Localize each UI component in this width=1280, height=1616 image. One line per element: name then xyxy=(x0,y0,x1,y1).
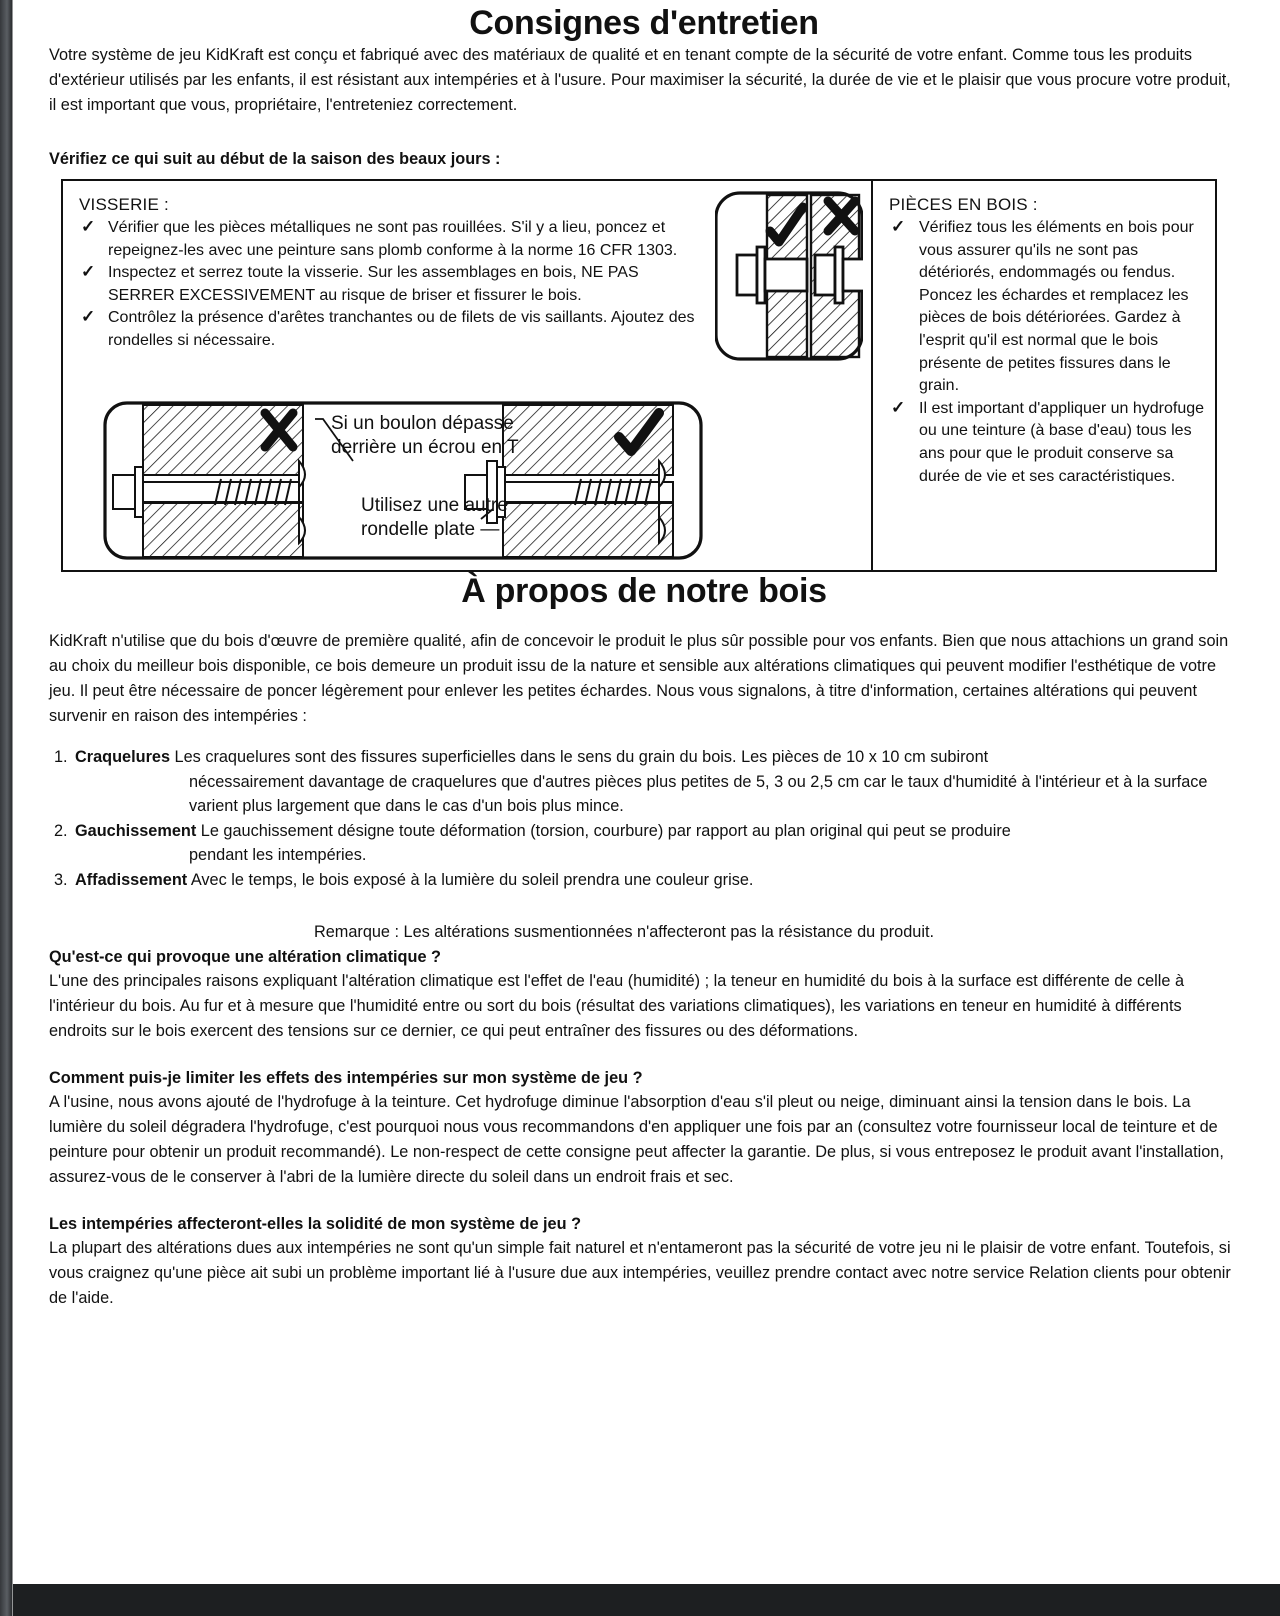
faq-question: Qu'est-ce qui provoque une altération climatique ? xyxy=(49,947,441,966)
faq-answer: L'une des principales raisons expliquant l'altération climatique est l'effet de l'eau (humidité) ; la teneur en humidité du bois à la surface est différente de celle à l'intérieur du bois. Au fur et à mesure que l'humidité entre ou sort du bois (résultat des variations climatiques), les variations en teneur en humidité à différents endroits sur le bois exercent des tensions sur ce dernier, ce qui peut entraîner des fissures ou des déformations. xyxy=(49,971,1185,1040)
list-item xyxy=(49,745,1239,819)
alteration-first-line: Avec le temps, le bois exposé à la lumière du soleil prendra une couleur grise. xyxy=(187,870,754,889)
faq-item xyxy=(49,1066,1239,1190)
document-sheet xyxy=(13,4,1276,1584)
wood-parts-column xyxy=(873,181,1215,570)
alteration-term: Gauchissement xyxy=(75,821,197,840)
bolt-tnut-figure-icon xyxy=(715,187,863,362)
callout-washer-line1: Utilisez une autre xyxy=(361,495,508,516)
check-icon: ✓ xyxy=(81,217,96,236)
alteration-rest: nécessairement davantage de craquelures que d'autres pièces plus petites de 5, 3 ou 2,5 cm car le taux d'humidité à l'intérieur et à la surface varient plus largement que dans le cas d'un bois plus mince. xyxy=(189,772,1208,815)
faq-question: Comment puis-je limiter les effets des intempéries sur mon système de jeu ? xyxy=(49,1068,643,1087)
check-icon: ✓ xyxy=(81,307,96,326)
check-icon: ✓ xyxy=(891,397,906,417)
callout-bolt-line1: Si un boulon dépasse xyxy=(331,413,514,434)
wood-intro-paragraph: KidKraft n'utilise que du bois d'œuvre de première qualité, afin de concevoir le produit le plus sûr possible pour vos enfants. Bien que nous attachions un grand soin au choix du meilleur bois disponible, ce bois demeure un produit issu de la nature et sensible aux altérations climatiques qui peuvent modifier l'esthétique de votre jeu. Il peut être nécessaire de poncer légèrement pour enlever les petites échardes. Nous vous signalons, à titre d'information, certaines altérations qui peuvent survenir en raison des intempéries : xyxy=(49,632,1229,725)
alteration-term: Affadissement xyxy=(75,870,188,889)
check-icon: ✓ xyxy=(81,262,96,281)
checklist-box xyxy=(61,179,1217,572)
faq-item xyxy=(49,945,1239,1044)
bolt-washer-comparison-figure-icon xyxy=(103,399,703,562)
faq-answer: A l'usine, nous avons ajouté de l'hydrofuge à la teinture. Cet hydrofuge diminue l'absorption d'eau s'il pleut ou neige, diminuant ainsi la tension dans le bois. La lumière du soleil dégradera l'hydrofuge, c'est pourquoi nous vous recommandons d'en appliquer une fois par an (consultez votre fournisseur local de teinture et de peinture pour obtenir un produit recommandé). Le non-respect de cette consigne peut affecter la garantie. De plus, si vous entreposez le produit avant l'installation, assurez-vous de le conserver à l'abri de la lumière directe du soleil dans un endroit frais et sec. xyxy=(49,1092,1224,1186)
bottom-bar xyxy=(13,1584,1280,1616)
list-item xyxy=(79,217,708,262)
wood-parts-checklist xyxy=(889,217,1207,488)
wood-item-text: Vérifiez tous les éléments en bois pour vous assurer qu'ils ne sont pas détériorés, endommagés ou fendus. Poncez les échardes et remplacez les pièces de bois détériorées. Gardez à l'esprit qu'il est normal que le bois présente de petites fissures dans le grain. xyxy=(919,219,1194,395)
list-number: 3. xyxy=(54,870,68,889)
list-number: 1. xyxy=(54,748,68,766)
faq-answer: La plupart des altérations dues aux intempéries ne sont qu'un simple fait naturel et n'entameront pas la sécurité de votre jeu ni le plaisir de votre enfant. Toutefois, si vous craignez qu'une pièce ait subi un problème important lié à l'usure due aux intempéries, veuillez prendre contact avec notre service Relation clients pour obtenir de l'aide. xyxy=(49,1238,1231,1307)
alteration-term: Craquelures xyxy=(75,748,171,766)
alteration-first-line: Le gauchissement désigne toute déformation (torsion, courbure) par rapport au plan original qui peut se produire xyxy=(196,821,1011,840)
list-number: 2. xyxy=(54,821,68,840)
faq-item xyxy=(49,1212,1239,1311)
alteration-rest: pendant les intempéries. xyxy=(189,846,367,864)
alterations-list xyxy=(49,745,1239,892)
callout-bolt-line2: derrière un écrou en T xyxy=(331,437,519,458)
hardware-item-text: Inspectez et serrez toute la visserie. Sur les assemblages en bois, NE PAS SERRER EXCESSIVEMENT au risque de briser et fissurer le bois. xyxy=(108,264,639,304)
page-title-wood: À propos de notre bois xyxy=(461,572,827,610)
list-item xyxy=(49,819,1239,868)
list-item xyxy=(889,398,1207,488)
hardware-heading: VISSERIE : xyxy=(79,195,169,214)
callout-washer-line2: rondelle plate — xyxy=(361,519,500,540)
document-content xyxy=(49,4,1239,1311)
hardware-item-text: Vérifier que les pièces métalliques ne sont pas rouillées. S'il y a lieu, poncez et repeignez-les avec une peinture sans plomb conforme à la norme 16 CFR 1303. xyxy=(108,219,678,259)
list-item xyxy=(49,868,1239,893)
wood-parts-heading: PIÈCES EN BOIS : xyxy=(889,195,1038,214)
list-item xyxy=(889,217,1207,398)
wood-item-text: Il est important d'appliquer un hydrofuge ou une teinture (à base d'eau) tous les ans pour que le produit conserve sa durée de vie et ses caractéristiques. xyxy=(919,399,1205,485)
list-item xyxy=(79,307,708,352)
remark-line: Remarque : Les altérations susmentionnées n'affecteront pas la résistance du produit. xyxy=(313,923,935,941)
page-title-maintenance: Consignes d'entretien xyxy=(469,4,819,42)
faq-question: Les intempéries affecteront-elles la solidité de mon système de jeu ? xyxy=(49,1214,582,1233)
check-icon: ✓ xyxy=(891,217,906,236)
hardware-column xyxy=(63,181,873,570)
intro-paragraph: Votre système de jeu KidKraft est conçu et fabriqué avec des matériaux de qualité et en tenant compte de la sécurité de votre enfant. Comme tous les produits d'extérieur utilisés par les enfants, il est résistant aux intempéries et à l'usure. Pour maximiser la sécurité, la durée de vie et le plaisir que vous procure votre produit, il est important que vous, propriétaire, l'entreteniez correctement. xyxy=(49,46,1231,114)
list-item xyxy=(79,262,708,307)
alteration-first-line: Les craquelures sont des fissures superficielles dans le sens du grain du bois. Les pièces de 10 x 10 cm subiront xyxy=(170,748,989,766)
hardware-item-text: Contrôlez la présence d'arêtes tranchantes ou de filets de vis saillants. Ajoutez des rondelles si nécessaire. xyxy=(108,309,695,349)
season-check-heading: Vérifiez ce qui suit au début de la saison des beaux jours : xyxy=(49,150,501,168)
